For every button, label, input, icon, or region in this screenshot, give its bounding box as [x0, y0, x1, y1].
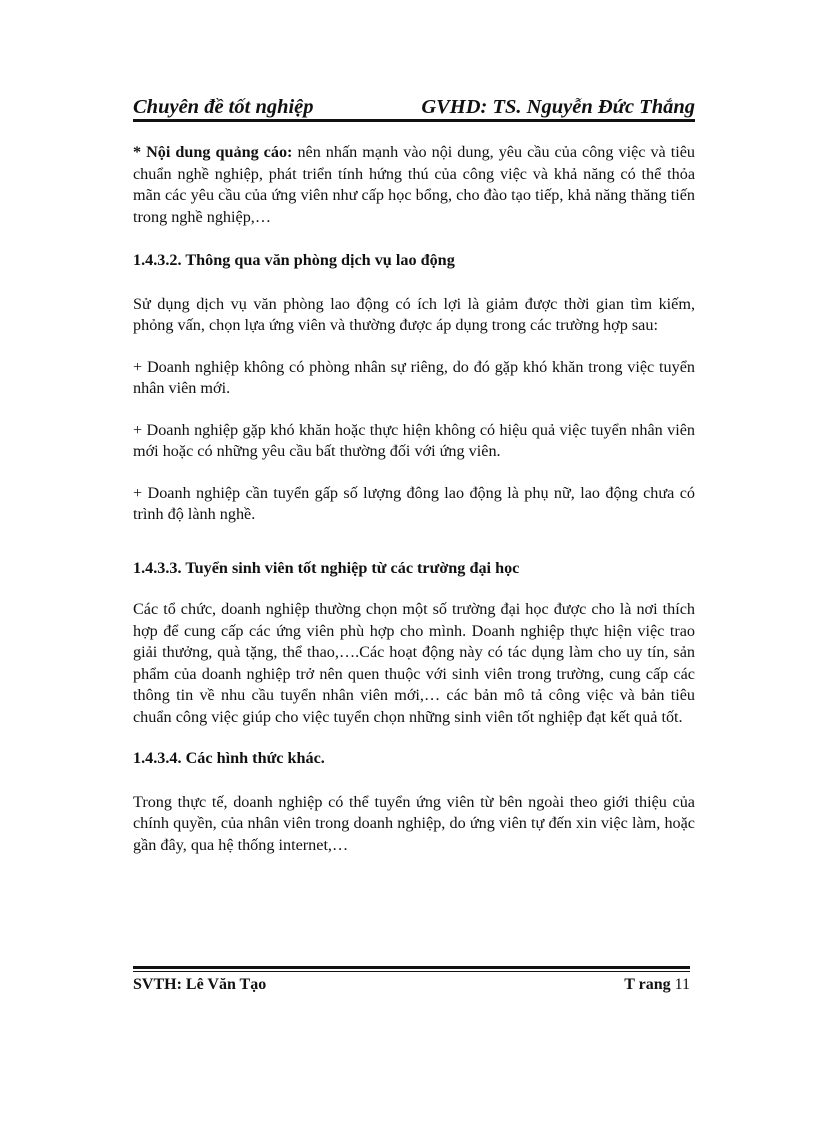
supervisor-name: GVHD: TS. Nguyễn Đức Thắng	[421, 96, 695, 118]
student-name: SVTH: Lê Văn Tạo	[133, 976, 267, 993]
header-divider	[133, 119, 695, 122]
ad-content-text: nên nhấn mạnh vào nội dung, yêu cầu của công việc và tiêu chuẩn nghề nghiệp, phát triển tính hứng thú của công việc và khả năng có thể thỏa mãn các yêu cầu của ứng viên như cấp học bổng, cho đào tạo tiếp, khả năng thăng tiến trong nghề nghiệp,…	[133, 143, 695, 226]
page-number-block	[624, 976, 690, 994]
labor-office-paragraph: Sử dụng dịch vụ văn phòng lao động có ích lợi là giảm được thời gian tìm kiếm, phỏng vấn, chọn lựa ứng viên và thường được áp dụng trong các trường hợp sau:	[133, 294, 695, 334]
section-heading-1-4-3-4: 1.4.3.4. Các hình thức khác.	[133, 749, 325, 767]
footer-divider-thick	[133, 966, 690, 969]
page-number: 11	[674, 976, 690, 993]
page-label: T rang	[624, 976, 671, 993]
page-body	[133, 142, 695, 856]
ad-content-paragraph	[133, 142, 695, 228]
ad-content-label: * Nội dung quảng cáo:	[133, 143, 293, 161]
footer-divider-thin	[133, 971, 690, 972]
section-heading-1-4-3-2: 1.4.3.2. Thông qua văn phòng dịch vụ lao động	[133, 251, 455, 269]
other-methods-paragraph: Trong thực tế, doanh nghiệp có thể tuyển ứng viên từ bên ngoài theo giới thiệu của chính quyền, của nhân viên trong doanh nghiệp, do ứng viên tự đến xin việc làm, hoặc gần đây, qua hệ thống internet,…	[133, 792, 695, 854]
case-item-3: + Doanh nghiệp cần tuyển gấp số lượng đông lao động là phụ nữ, lao động chưa có trình độ lành nghề.	[133, 483, 695, 523]
document-title: Chuyên đề tốt nghiệp	[133, 96, 314, 118]
university-recruit-paragraph: Các tổ chức, doanh nghiệp thường chọn một số trường đại học được cho là nơi thích hợp để cung cấp các ứng viên phù hợp cho mình. Doanh nghiệp thực hiện việc trao giải thưởng, quà tặng, thể thao,….Các hoạt động này có tác dụng làm cho uy tín, sản phẩm của doanh nghiệp trở nên quen thuộc với sinh viên trong trường, cung cấp các thông tin về nhu cầu tuyển nhân viên mới,… các bản mô tả công việc và bản tiêu chuẩn công việc giúp cho việc tuyển chọn những sinh viên tốt nghiệp đạt kết quả tốt.	[133, 600, 695, 726]
case-item-2: + Doanh nghiệp gặp khó khăn hoặc thực hiện không có hiệu quả việc tuyển nhân viên mới hoặc có những yêu cầu bất thường đối với ứng viên.	[133, 420, 695, 460]
case-item-1: + Doanh nghiệp không có phòng nhân sự riêng, do đó gặp khó khăn trong việc tuyển nhân viên mới.	[133, 357, 695, 397]
section-heading-1-4-3-3: 1.4.3.3. Tuyển sinh viên tốt nghiệp từ các trường đại học	[133, 558, 520, 577]
